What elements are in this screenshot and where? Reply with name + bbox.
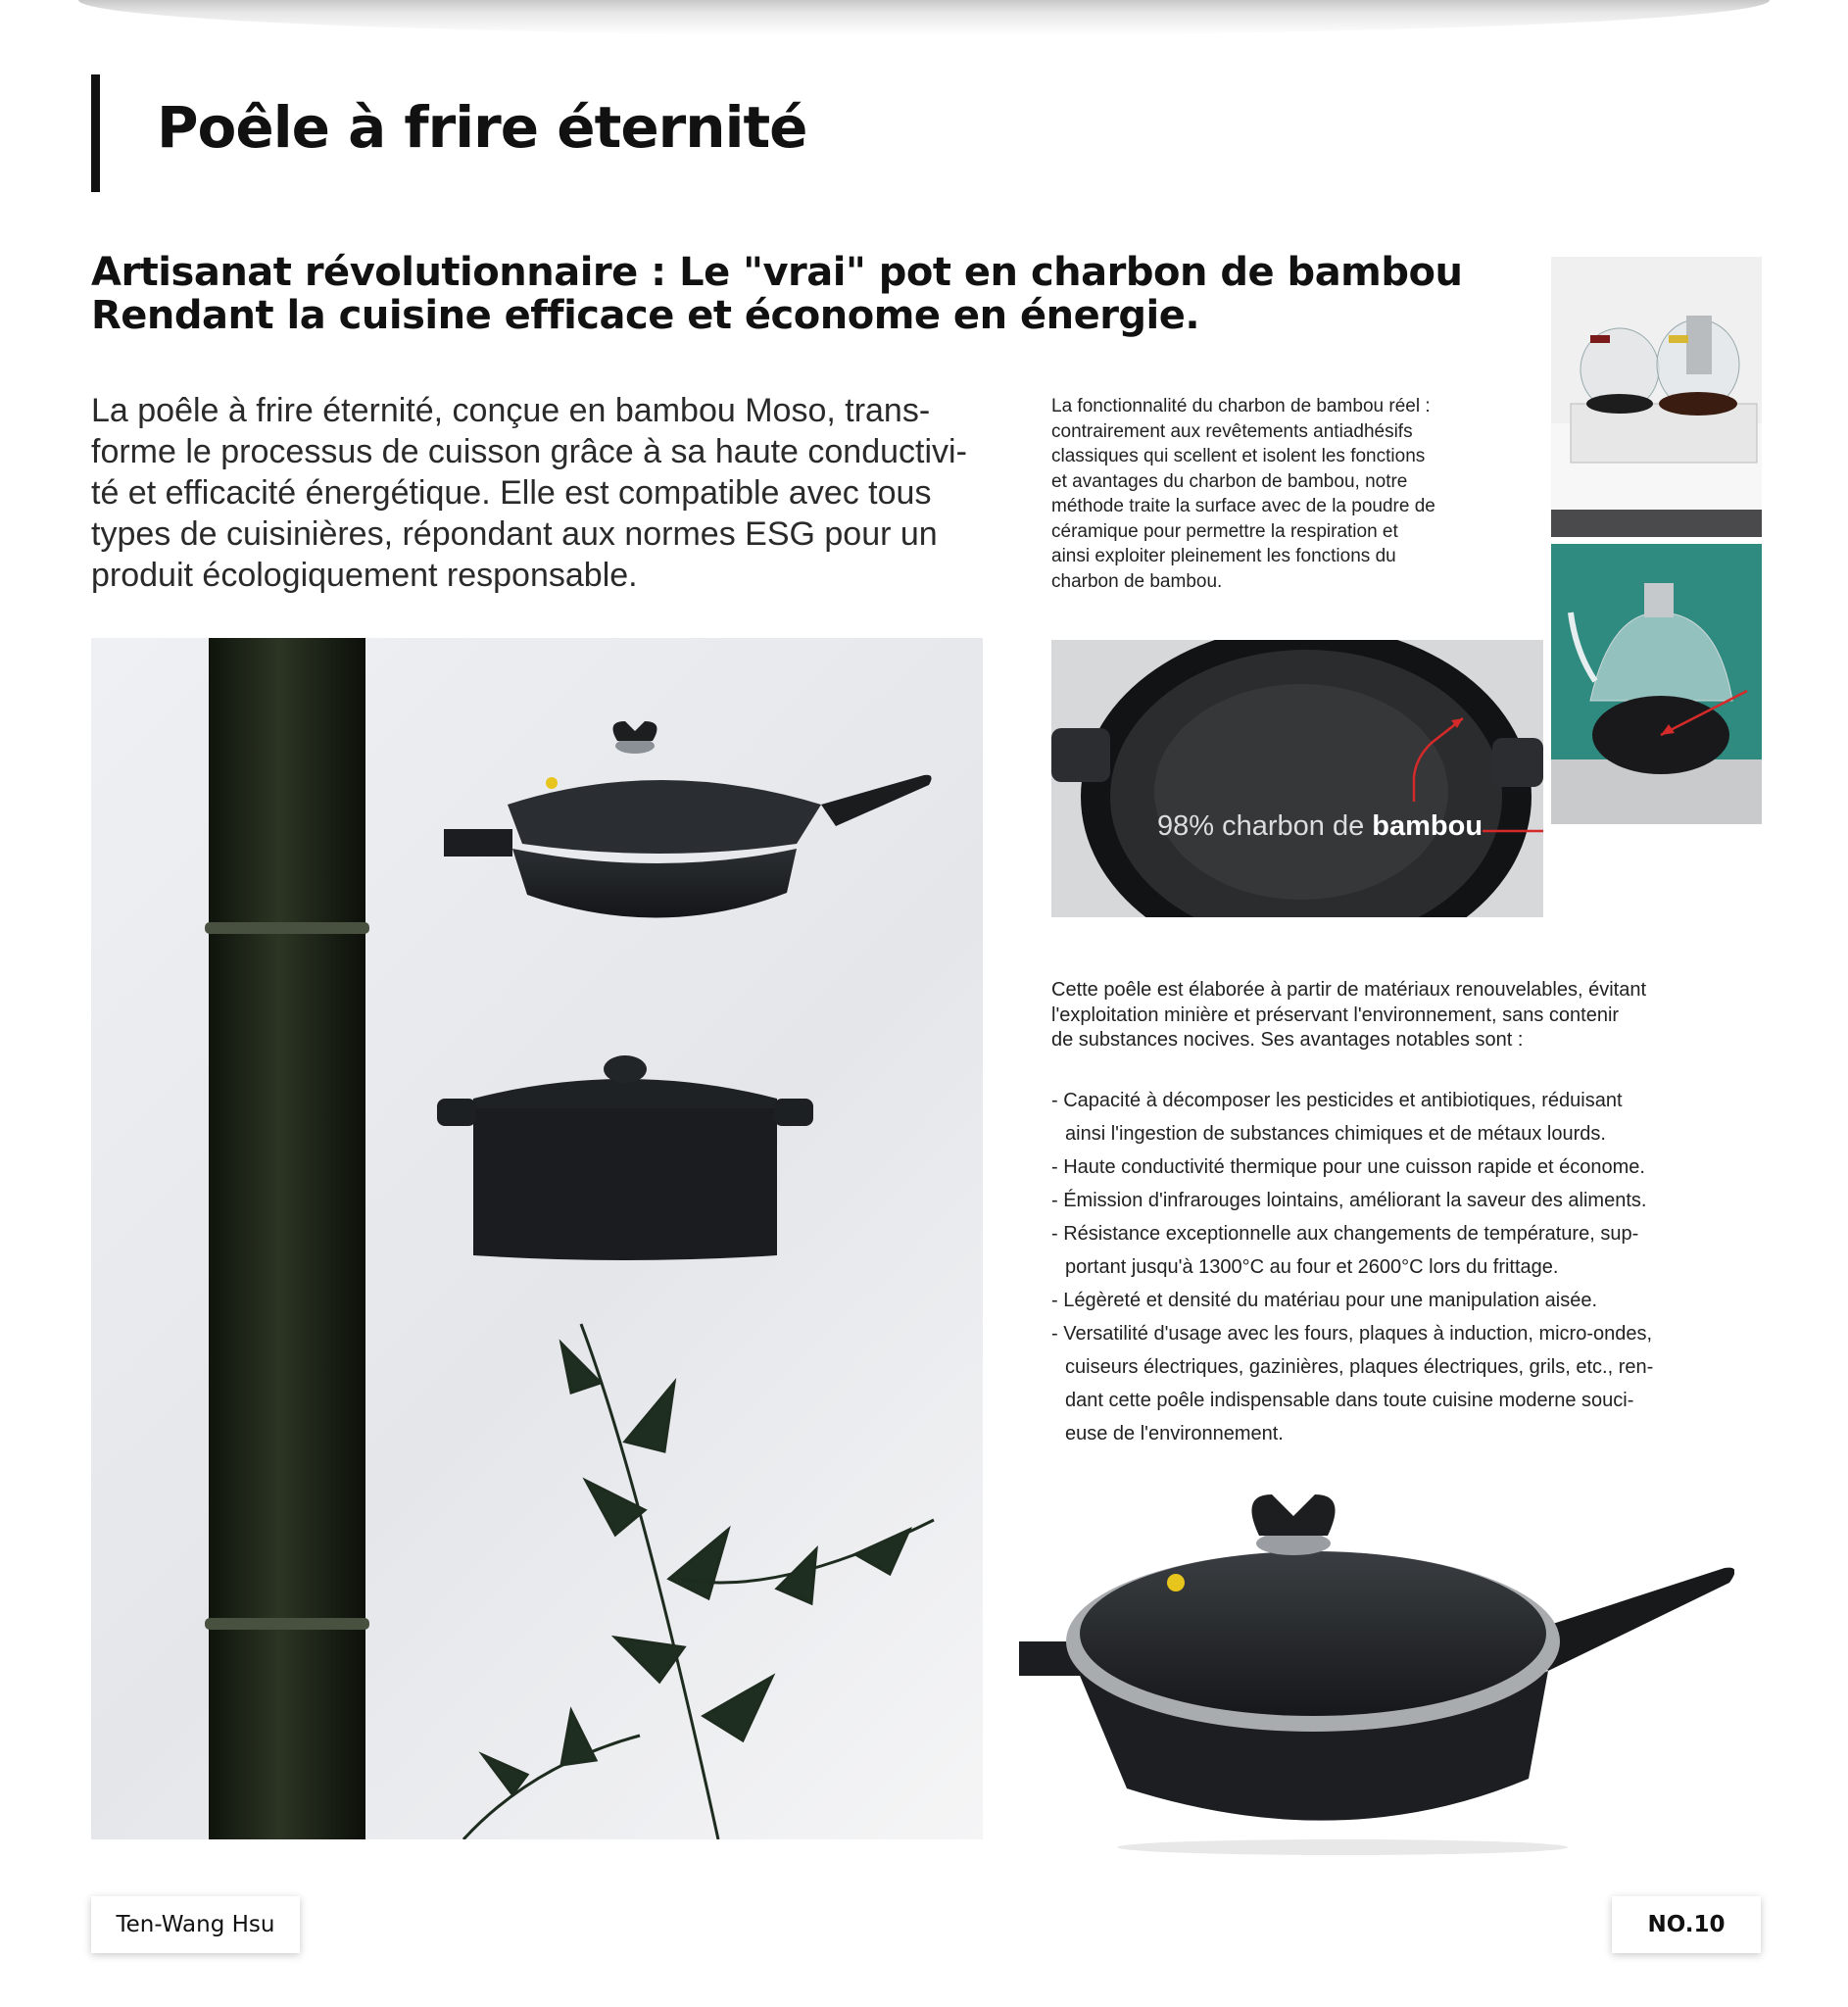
pan-interior-illustration: [1051, 640, 1543, 917]
advantage-item: - Résistance exceptionnelle aux changements de température, sup- portant jusqu'à 1300°C au four et 2600°C lors du frittage.: [1051, 1223, 1639, 1278]
charcoal-pan-closeup-photo: [1051, 640, 1543, 917]
intro-paragraph: La poêle à frire éternité, conçue en bambou Moso, trans- forme le processus de cuisson grâce à sa haute conductivi- té et efficacité énergétique. Elle est compatible avec tous types de cuisinières, répondant aux normes ESG pour un produit écologiquement responsable.: [91, 392, 967, 594]
kettles-illustration: [1551, 257, 1762, 537]
charcoal-label-bold: bambou: [1372, 810, 1483, 842]
top-shadow-decoration: [78, 0, 1770, 35]
frying-pan-product-photo: [1019, 1475, 1734, 1857]
advantage-item: - Émission d'infrarouges lointains, améliorant la saveur des aliments.: [1051, 1190, 1647, 1211]
title-accent-bar: [91, 74, 100, 192]
page-number-badge: NO.10: [1612, 1896, 1761, 1953]
headline-line-2: Rendant la cuisine efficace et économe en énergie.: [91, 293, 1200, 338]
bamboo-cookware-illustration: [91, 638, 983, 1839]
advantage-item: - Haute conductivité thermique pour une cuisson rapide et économe.: [1051, 1156, 1645, 1178]
glass-kettle-charcoal-base-photo: [1551, 544, 1762, 824]
charcoal-function-note: La fonctionnalité du charbon de bambou réel : contrairement aux revêtements antiadhésifs classiques qui scellent et isolent les fonctions et avantages du charbon de bambou, notre méthode traite la surface avec de la poudre de céramique pour permettre la respiration et ainsi exploiter pleinement les fonctions du charbon de bambou.: [1051, 396, 1435, 592]
charcoal-percentage-label: [1157, 810, 1483, 843]
bamboo-cookware-photo: [91, 638, 983, 1839]
bamboo-leaves: [463, 1324, 934, 1839]
glass-kettle-illustration: [1551, 544, 1762, 824]
page-title: Poêle à frire éternité: [157, 94, 807, 161]
charcoal-label-text: 98% charbon de: [1157, 810, 1373, 842]
kettles-on-cooktop-photo: [1551, 257, 1762, 537]
headline-line-1: Artisanat révolutionnaire : Le "vrai" pot en charbon de bambou: [91, 250, 1463, 295]
advantages-list: [1051, 1084, 1757, 1450]
bamboo-stalk: [205, 638, 369, 1839]
wok-with-lid: [444, 721, 932, 918]
headline: [91, 251, 1463, 337]
author-badge: Ten-Wang Hsu: [91, 1896, 300, 1953]
advantage-item: - Versatilité d'usage avec les fours, plaques à induction, micro-ondes, cuiseurs électriques, gazinières, plaques électriques, grils, etc., ren- dant cette poêle indispensable dans toute cuisine moderne souci- euse de l'environnement.: [1051, 1323, 1654, 1444]
stock-pot-with-lid: [437, 1055, 813, 1260]
materials-paragraph: Cette poêle est élaborée à partir de matériaux renouvelables, évitant l'exploitation minière et préservant l'environnement, sans contenir de substances nocives. Ses avantages notables sont :: [1051, 979, 1647, 1051]
advantage-item: - Capacité à décomposer les pesticides et antibiotiques, réduisant ainsi l'ingestion de substances chimiques et de métaux lourds.: [1051, 1090, 1623, 1145]
advantage-item: - Légèreté et densité du matériau pour une manipulation aisée.: [1051, 1290, 1598, 1311]
frying-pan-illustration: [1019, 1475, 1734, 1857]
